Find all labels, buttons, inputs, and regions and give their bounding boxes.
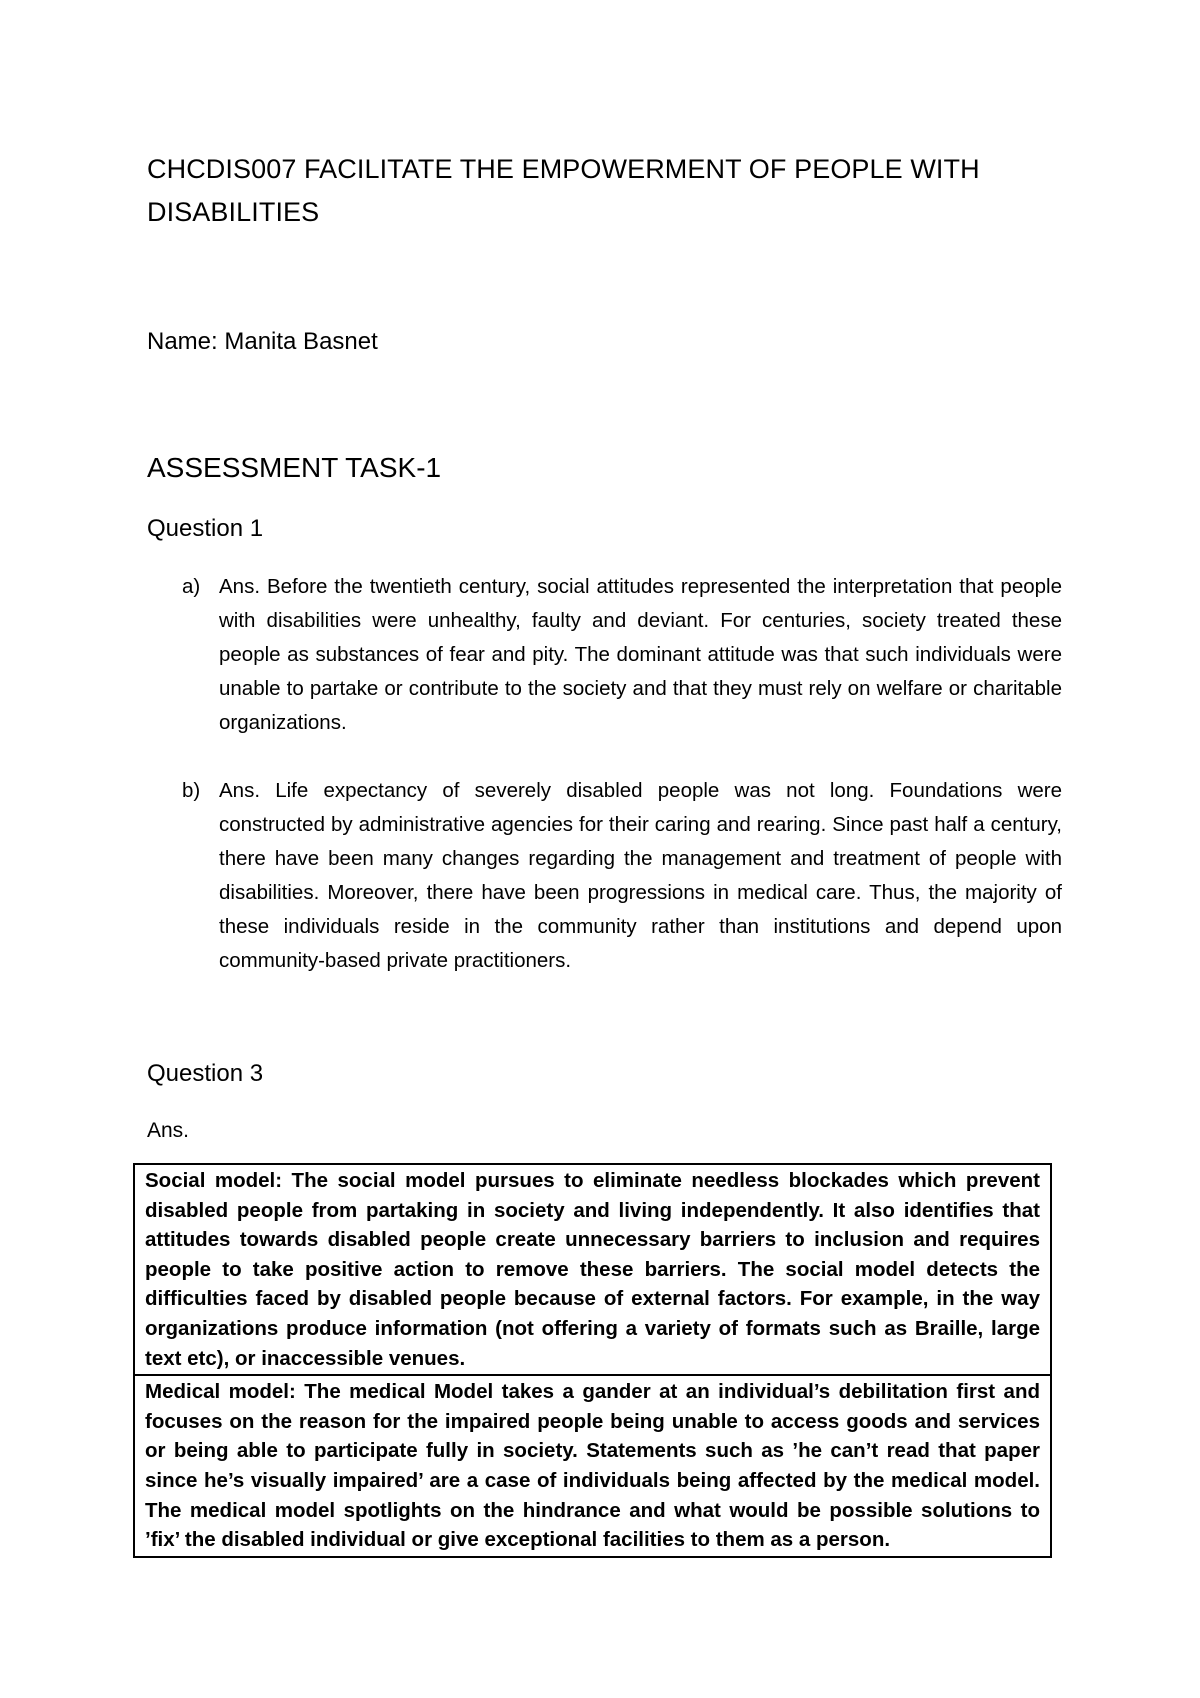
table-row bbox=[134, 1164, 1051, 1375]
list-item bbox=[182, 774, 1062, 978]
answer-a-marker: a) bbox=[182, 575, 201, 598]
question-1-heading: Question 1 bbox=[147, 515, 264, 542]
answer-b-text: Ans. Life expectancy of severely disabled people was not long. Foundations were constructed by administrative agencies for their caring and rearing. Since past half a century, there have been many changes regarding the management and treatment of people with disabilities. Moreover, there have been progressions in medical care. Thus, the majority of these individuals reside in the community rather than institutions and depend upon community-based private practitioners. bbox=[219, 779, 1062, 972]
question-1-answer-list bbox=[182, 774, 1062, 978]
document-title: CHCDIS007 FACILITATE THE EMPOWERMENT OF PEOPLE WITH DISABILITIES bbox=[147, 154, 980, 227]
list-item bbox=[182, 570, 1062, 740]
question-3-ans-label: Ans. bbox=[147, 1119, 190, 1142]
student-name: Name: Manita Basnet bbox=[147, 328, 378, 355]
assessment-task-heading: ASSESSMENT TASK-1 bbox=[147, 452, 442, 483]
social-model-cell: Social model: The social model pursues to eliminate needless blockades which prevent disabled people from partaking in society and living independently. It also identifies that attitudes towards disabled people create unnecessary barriers to inclusion and requires people to take positive action to remove these barriers. The social model detects the difficulties faced by disabled people because of external factors. For example, in the way organizations produce information (not offering a variety of formats such as Braille, large text etc), or inaccessible venues. bbox=[134, 1164, 1051, 1375]
medical-model-cell: Medical model: The medical Model takes a gander at an individual’s debilitation first and focuses on the reason for the impaired people being unable to access goods and services or being able to participate fully in society. Statements such as ’he can’t read that paper since he’s visually impaired’ are a case of individuals being affected by the medical model. The medical model spotlights on the hindrance and what would be possible solutions to ’fix’ the disabled individual or give exceptional facilities to them as a person. bbox=[134, 1375, 1051, 1557]
table-row bbox=[134, 1375, 1051, 1557]
question-1-answer-list bbox=[182, 570, 1062, 740]
models-table bbox=[133, 1163, 1052, 1558]
answer-b-marker: b) bbox=[182, 779, 201, 802]
answer-a-text: Ans. Before the twentieth century, social attitudes represented the interpretation that people with disabilities were unhealthy, faulty and deviant. For centuries, society treated these people as substances of fear and pity. The dominant attitude was that such individuals were unable to partake or contribute to the society and that they must rely on welfare or charitable organizations. bbox=[219, 575, 1062, 734]
question-3-heading: Question 3 bbox=[147, 1060, 264, 1087]
